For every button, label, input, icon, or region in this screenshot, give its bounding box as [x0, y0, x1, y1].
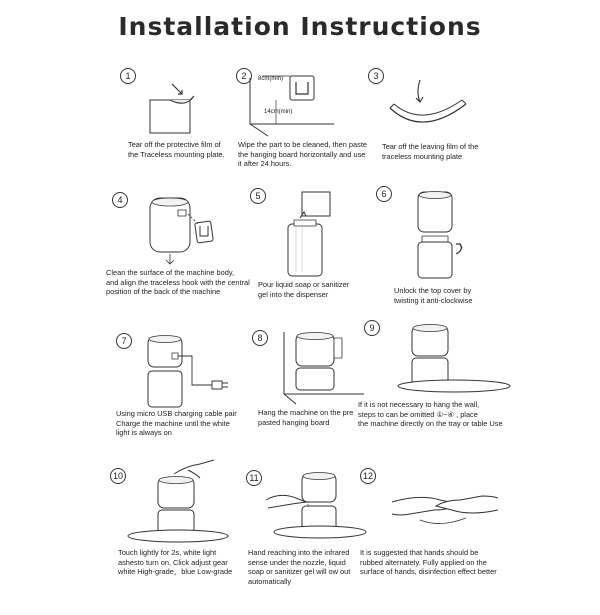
step-caption: Using micro USB charging cable pair Charge the machine until the white light is always on — [116, 409, 237, 438]
step-number: 7 — [116, 333, 132, 349]
curved-film-illustration — [386, 78, 476, 138]
mounting-plate-illustration — [142, 78, 202, 138]
dimension-label-top: 8cm(min) — [258, 76, 283, 82]
touch-button-illustration — [118, 460, 228, 544]
step-number: 12 — [360, 468, 376, 484]
step-number: 2 — [236, 68, 252, 84]
step-caption: Wipe the part to be cleaned, then paste the hanging board horizontally and use it after 24 hours. — [238, 140, 368, 169]
step-number: 3 — [368, 68, 384, 84]
hang-machine-illustration — [276, 330, 366, 406]
unlock-cover-illustration — [410, 188, 470, 284]
step-number: 5 — [250, 188, 266, 204]
page-title: Installation Instructions — [118, 12, 482, 41]
tray-placement-illustration — [392, 324, 512, 396]
step-caption: If it is not necessary to hang the wall, steps to can be omitted ①~④ , place the machine directly on the tray or table Use — [358, 400, 503, 429]
step-number: 10 — [110, 468, 126, 484]
dimension-label-side: 14cm(min) — [264, 109, 293, 115]
usb-charging-illustration — [142, 333, 242, 411]
step-9 — [358, 320, 554, 465]
step-caption: It is suggested that hands should be rubbed alternately. Fully applied on the surface of hands, disinfection effect better — [360, 548, 497, 577]
step-6 — [376, 186, 566, 331]
step-caption: Unlock the top cover by twisting it anti-clockwise — [394, 286, 473, 305]
step-caption: Tear off the protective film of the Traceless mounting plate. — [128, 140, 225, 159]
step-caption: Pour liquid soap or sanitizer gel into the dispenser — [258, 280, 350, 299]
step-caption: Touch lightly for 2s, white light ashesto turn on, Click adjust gear white High-grade，blue Low-grade — [118, 548, 233, 577]
pour-soap-illustration — [278, 192, 348, 278]
machine-back-hook-illustration — [142, 194, 222, 264]
rubbing-hands-illustration — [390, 478, 500, 538]
step-number: 6 — [376, 186, 392, 202]
step-number: 11 — [246, 470, 262, 486]
step-number: 8 — [252, 330, 268, 346]
step-number: 1 — [120, 68, 136, 84]
step-caption: Tear off the leaving film of the traceless mounting plate — [382, 142, 479, 161]
step-number: 9 — [364, 320, 380, 336]
step-caption: Hand reaching into the infrared sense under the nozzle, liquid soap or sanitizer gel will ow out automatically — [248, 548, 351, 586]
step-12 — [360, 468, 550, 613]
step-caption: Hang the machine on the pre pasted hanging board — [258, 408, 354, 427]
hand-sensor-illustration — [262, 466, 372, 544]
step-number: 4 — [112, 192, 128, 208]
step-caption: Clean the surface of the machine body, and align the traceless hook with the central position of the back of the machine — [106, 268, 250, 297]
